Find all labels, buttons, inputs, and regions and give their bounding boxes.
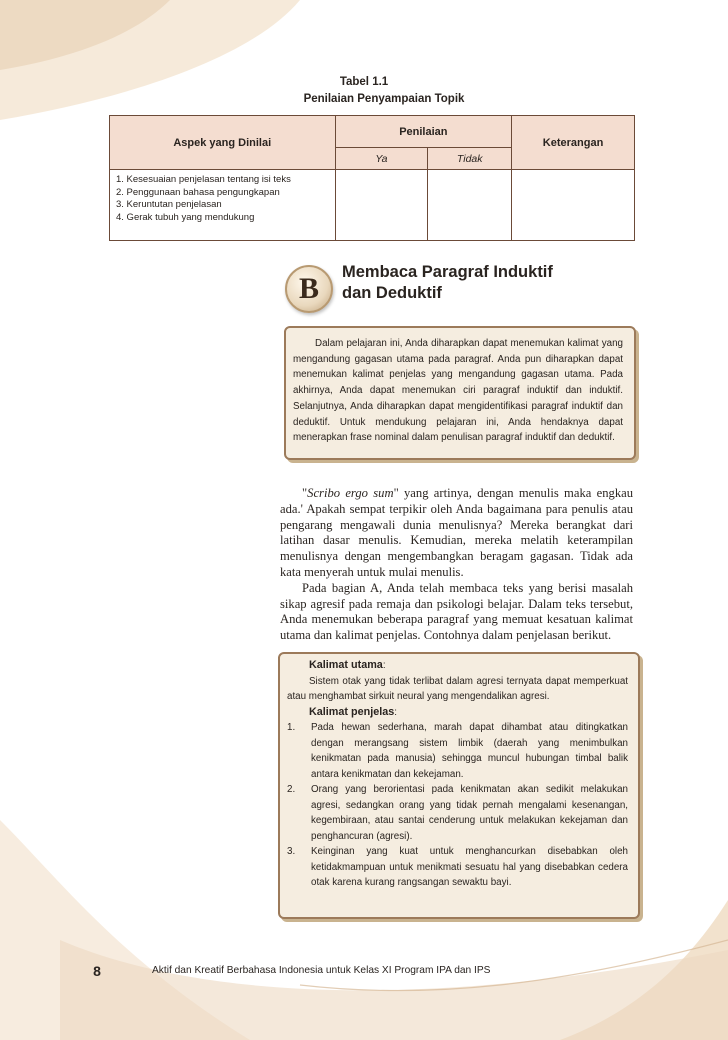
body-paragraph-1 — [280, 486, 633, 581]
latin-quote: Scribo ergo sum — [307, 486, 394, 500]
criteria-item: 4. Gerak tubuh yang mendukung — [116, 211, 255, 223]
section-title-line2: dan Deduktif — [342, 284, 442, 302]
criteria-item: 3. Keruntutan penjelasan — [116, 199, 222, 210]
item-number: 2. — [287, 784, 296, 795]
intro-text: Dalam pelajaran ini, Anda diharapkan dapat menemukan kalimat yang mengandung gagasan utama pada paragraf. Anda pun diharapkan dapat menemukan kalimat penjelas yang mengandung gagasan utama. Pada akhirnya, Anda dapat menemukan ciri paragraf induktif dan induktif. Selanjutnya, Anda diharapkan dapat mengidentifikasi paragraf induktif dan deduktif. Untuk mendukung pelajaran ini, Anda hendaknya dapat menerapkan frase nominal dalam penulisan paragraf induktif dan deduktif. — [293, 338, 623, 444]
item-text: Pada hewan sederhana, marah dapat dihambat atau ditingkatkan dengan merangsang sistem limbik (daerah yang menimbulkan kenikmatan pada manusia) sehingga muncul hubungan timbal balik antara kenikmatan dan kekejaman. — [311, 722, 628, 780]
criteria-item: 1. Kesesuaian penjelasan tentang isi teks — [116, 174, 291, 185]
colon: : — [394, 706, 397, 718]
body-text — [280, 486, 633, 644]
paragraph-2-text: Pada bagian A, Anda telah membaca teks yang berisi masalah sikap agresif pada remaja dan psikologi belajar. Dalam teks tersebut, Anda menemukan beberapa paragraf yang memuat kesatuan kalimat utama dan kalimat penjelas. Contohnya dalam penjelasan berikut. — [280, 580, 633, 643]
support-sentence-label: Kalimat penjelas — [309, 705, 395, 718]
header-aspect: Aspek yang Dinilai — [110, 116, 336, 170]
main-sentence-heading — [287, 658, 628, 674]
running-footer: Aktif dan Kreatif Berbahasa Indonesia untuk Kelas XI Program IPA dan IPS — [152, 965, 491, 976]
item-text: Orang yang berorientasi pada kenikmatan akan sedikit melakukan agresi, sedangkan orang yang tidak pernah mengalami kesenangan, kegembiraan, atau santai cenderung untuk melakukan kekejaman dan penghancuran (agresi). — [311, 784, 628, 842]
list-item — [287, 720, 628, 782]
table-number: Tabel 1.1 — [339, 76, 389, 88]
support-sentence-heading — [287, 705, 628, 721]
page-number: 8 — [93, 963, 101, 979]
main-sentence-label: Kalimat utama — [309, 659, 383, 671]
list-item — [287, 844, 628, 891]
criteria-list — [116, 174, 329, 224]
list-item — [287, 782, 628, 844]
section-letter-badge: B — [285, 265, 333, 313]
example-content — [287, 658, 628, 891]
table-caption — [0, 74, 728, 108]
main-sentence-text — [287, 674, 628, 705]
item-number: 3. — [287, 846, 296, 857]
cell-notes — [512, 170, 635, 241]
paragraph-1-text: " yang artinya, dengan menulis maka engkau ada.' Apakah sempat terpikir oleh Anda bagaimana para penulis atau pengarang mengawali dunia menulisnya? Mereka berangkat dari latihan dasar menulis. Kemudian, mereka melatih keterampilan menulisnya dengan mengembangkan beragam gagasan. Tidak ada kata menyerah untuk mulai menulis. — [280, 486, 633, 579]
section-title — [342, 262, 662, 304]
item-number: 1. — [287, 722, 296, 733]
criteria-cell — [110, 170, 336, 241]
criteria-item: 2. Penggunaan bahasa pengungkapan — [116, 186, 280, 198]
quote-mark: " — [302, 486, 308, 500]
main-sentence: Sistem otak yang tidak terlibat dalam agresi ternyata dapat memperkuat atau menghambat sirkuit neural yang mengendalikan agresi. — [287, 675, 628, 702]
header-notes: Keterangan — [512, 116, 635, 170]
support-list — [287, 720, 628, 891]
cell-no — [428, 170, 512, 241]
section-title-line1: Membaca Paragraf Induktif — [342, 263, 553, 281]
assessment-table — [109, 115, 635, 241]
colon: : — [382, 660, 386, 671]
body-paragraph-2 — [280, 581, 633, 644]
header-assessment: Penilaian — [335, 116, 512, 148]
table-title: Penilaian Penyampaian Topik — [303, 93, 465, 105]
header-yes: Ya — [335, 148, 428, 170]
cell-yes — [335, 170, 428, 241]
intro-text-block — [293, 336, 623, 446]
item-text: Keinginan yang kuat untuk menghancurkan disebabkan oleh ketidakmampuan untuk menikmati sesuatu hal yang disebabkan cedera otak karena kurang rangsangan sewaktu bayi. — [311, 846, 628, 888]
header-no: Tidak — [428, 148, 512, 170]
